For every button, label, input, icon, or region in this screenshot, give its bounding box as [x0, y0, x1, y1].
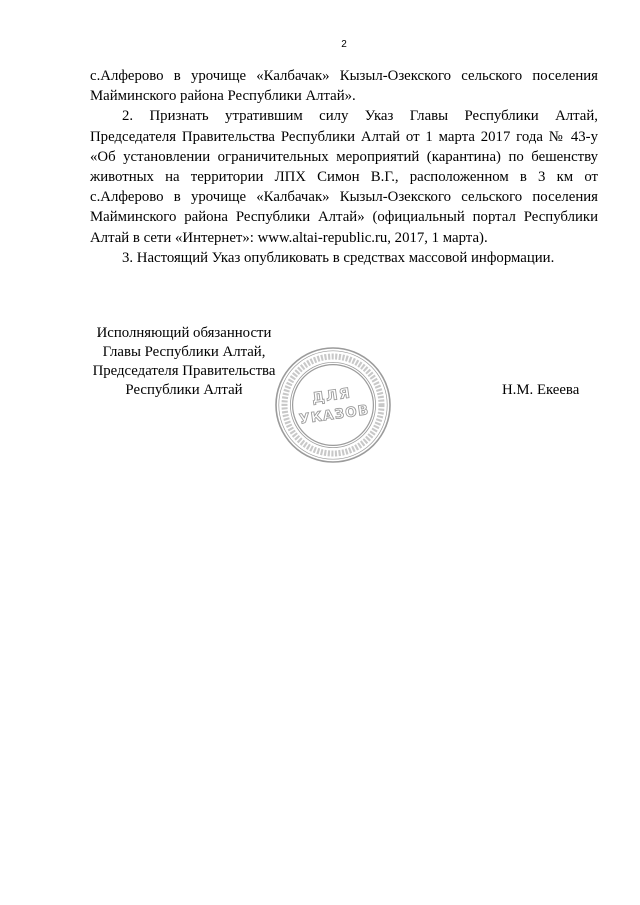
- decree-body: [90, 66, 598, 268]
- seal-text-line-2: УКАЗОВ: [298, 402, 371, 428]
- seal-second-ring: [279, 351, 387, 459]
- paragraph-1-line-2: Майминского района Республики Алтай».: [90, 88, 356, 105]
- paragraph-3-line-1: 3. Настоящий Указ опубликовать в средствах массовой информации.: [122, 249, 555, 266]
- signatory-title-line-1: Исполняющий обязанности: [96, 324, 272, 341]
- paragraph-2-line-1: 2. Признать утратившим силу Указ Главы Республики Алтай,: [122, 108, 598, 125]
- seal-text-line-1: ДЛЯ: [311, 385, 353, 407]
- paragraph-2-line-7: Алтай в сети «Интернет»: www.altai-republic.ru, 2017, 1 марта).: [90, 229, 488, 246]
- paragraph-2-line-2: Председателя Правительства Республики Алтай от 1 марта 2017 года № 43-у: [90, 128, 598, 145]
- signatory-name: Н.М. Екеева: [502, 381, 580, 398]
- paragraph-2-line-5: с.Алферово в урочище «Калбачак» Кызыл-Озекского сельского поселения: [90, 189, 598, 206]
- signatory-title-line-3: Председателя Правительства: [92, 362, 276, 379]
- paragraph-2-line-4: животных на территории ЛПХ Симон В.Г., расположенном в 3 км от: [90, 168, 598, 185]
- page-number: 2: [341, 39, 347, 50]
- signatory-title-line-2: Главы Республики Алтай,: [102, 343, 266, 360]
- paragraph-1-line-1: с.Алферово в урочище «Калбачак» Кызыл-Озекского сельского поселения: [90, 68, 598, 84]
- paragraph-2-line-3: «Об установлении ограничительных мероприятий (карантина) по бешенству: [90, 148, 598, 165]
- paragraph-2-line-6: Майминского района Республики Алтай» (официальный портал Республики: [90, 209, 598, 226]
- official-seal-icon: [274, 346, 392, 464]
- signatory-title-line-4: Республики Алтай: [125, 381, 243, 398]
- signatory-title: [84, 324, 284, 400]
